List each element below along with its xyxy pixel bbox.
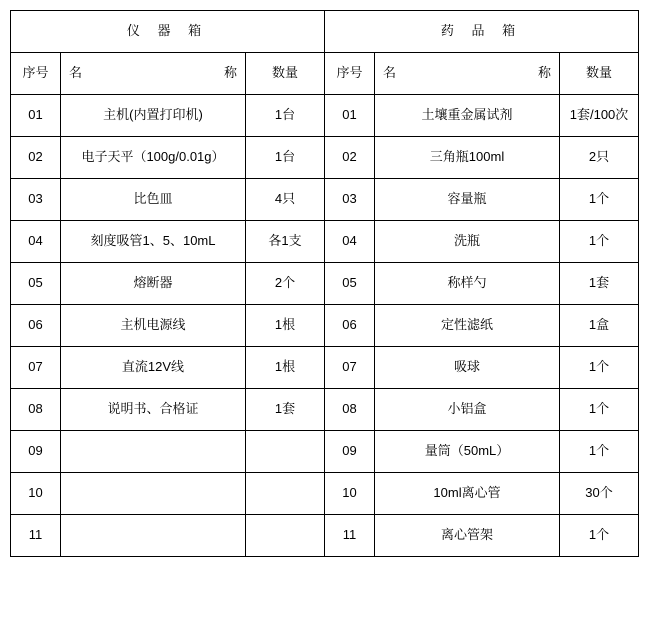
row-qty-left: 1台 (246, 137, 325, 179)
col-header-qty-right: 数量 (560, 53, 639, 95)
row-name-right: 10ml离心管 (375, 473, 560, 515)
col-header-name-left-word1: 名 (69, 65, 83, 81)
col-header-qty-left: 数量 (246, 53, 325, 95)
row-name-left: 主机电源线 (61, 305, 246, 347)
col-header-no-left: 序号 (11, 53, 61, 95)
row-qty-left: 1根 (246, 305, 325, 347)
table-row (11, 473, 639, 515)
row-name-left: 刻度吸管1、5、10mL (61, 221, 246, 263)
row-no-left: 08 (11, 389, 61, 431)
row-name-left (61, 431, 246, 473)
row-name-right: 土壤重金属试剂 (375, 95, 560, 137)
row-no-right: 01 (325, 95, 375, 137)
row-name-right: 洗瓶 (375, 221, 560, 263)
row-no-left: 07 (11, 347, 61, 389)
inventory-sheet (10, 10, 637, 557)
row-no-right: 03 (325, 179, 375, 221)
row-no-right: 11 (325, 515, 375, 557)
row-no-left: 11 (11, 515, 61, 557)
row-qty-right: 2只 (560, 137, 639, 179)
row-qty-right: 1盒 (560, 305, 639, 347)
group-header-row (11, 11, 639, 53)
row-qty-right: 1个 (560, 431, 639, 473)
inventory-table (10, 10, 639, 557)
row-qty-right: 30个 (560, 473, 639, 515)
row-qty-right: 1个 (560, 179, 639, 221)
row-qty-right: 1个 (560, 347, 639, 389)
row-qty-left: 各1支 (246, 221, 325, 263)
row-qty-left (246, 515, 325, 557)
row-name-right: 量筒（50mL） (375, 431, 560, 473)
row-qty-left: 1套 (246, 389, 325, 431)
column-header-row (11, 53, 639, 95)
table-row (11, 389, 639, 431)
row-qty-left: 1根 (246, 347, 325, 389)
table-row (11, 179, 639, 221)
table-row (11, 263, 639, 305)
table-row (11, 137, 639, 179)
row-name-right: 称样勺 (375, 263, 560, 305)
row-no-left: 10 (11, 473, 61, 515)
row-name-left: 说明书、合格证 (61, 389, 246, 431)
col-header-name-right-word2: 称 (538, 65, 552, 81)
col-header-name-left-word2: 称 (223, 65, 237, 81)
row-qty-right: 1套/100次 (560, 95, 639, 137)
row-qty-left: 1台 (246, 95, 325, 137)
row-name-right: 离心管架 (375, 515, 560, 557)
col-header-name-right (375, 53, 560, 95)
row-no-left: 02 (11, 137, 61, 179)
row-name-right: 小铝盒 (375, 389, 560, 431)
row-name-left: 直流12V线 (61, 347, 246, 389)
row-qty-left: 4只 (246, 179, 325, 221)
row-no-left: 09 (11, 431, 61, 473)
row-no-left: 05 (11, 263, 61, 305)
row-name-left (61, 515, 246, 557)
row-no-right: 05 (325, 263, 375, 305)
row-no-right: 10 (325, 473, 375, 515)
row-no-left: 03 (11, 179, 61, 221)
row-name-left: 电子天平（100g/0.01g） (61, 137, 246, 179)
row-name-left: 熔断器 (61, 263, 246, 305)
col-header-name-left (61, 53, 246, 95)
row-qty-left: 2个 (246, 263, 325, 305)
group-title-instrument-box: 仪 器 箱 (11, 11, 325, 53)
row-qty-left (246, 473, 325, 515)
row-no-left: 04 (11, 221, 61, 263)
col-header-name-right-word1: 名 (383, 65, 397, 81)
row-name-right: 容量瓶 (375, 179, 560, 221)
row-no-right: 09 (325, 431, 375, 473)
row-name-left: 比色皿 (61, 179, 246, 221)
row-no-left: 01 (11, 95, 61, 137)
table-row (11, 95, 639, 137)
row-no-right: 06 (325, 305, 375, 347)
group-title-reagent-box: 药 品 箱 (325, 11, 639, 53)
row-qty-left (246, 431, 325, 473)
row-no-left: 06 (11, 305, 61, 347)
table-row (11, 431, 639, 473)
row-qty-right: 1个 (560, 221, 639, 263)
row-name-left: 主机(内置打印机) (61, 95, 246, 137)
col-header-no-right: 序号 (325, 53, 375, 95)
row-name-right: 吸球 (375, 347, 560, 389)
row-no-right: 07 (325, 347, 375, 389)
row-qty-right: 1个 (560, 389, 639, 431)
row-name-right: 三角瓶100ml (375, 137, 560, 179)
row-qty-right: 1个 (560, 515, 639, 557)
row-no-right: 08 (325, 389, 375, 431)
row-name-left (61, 473, 246, 515)
table-row (11, 221, 639, 263)
table-row (11, 515, 639, 557)
table-row (11, 305, 639, 347)
table-row (11, 347, 639, 389)
row-no-right: 04 (325, 221, 375, 263)
row-no-right: 02 (325, 137, 375, 179)
row-qty-right: 1套 (560, 263, 639, 305)
row-name-right: 定性滤纸 (375, 305, 560, 347)
